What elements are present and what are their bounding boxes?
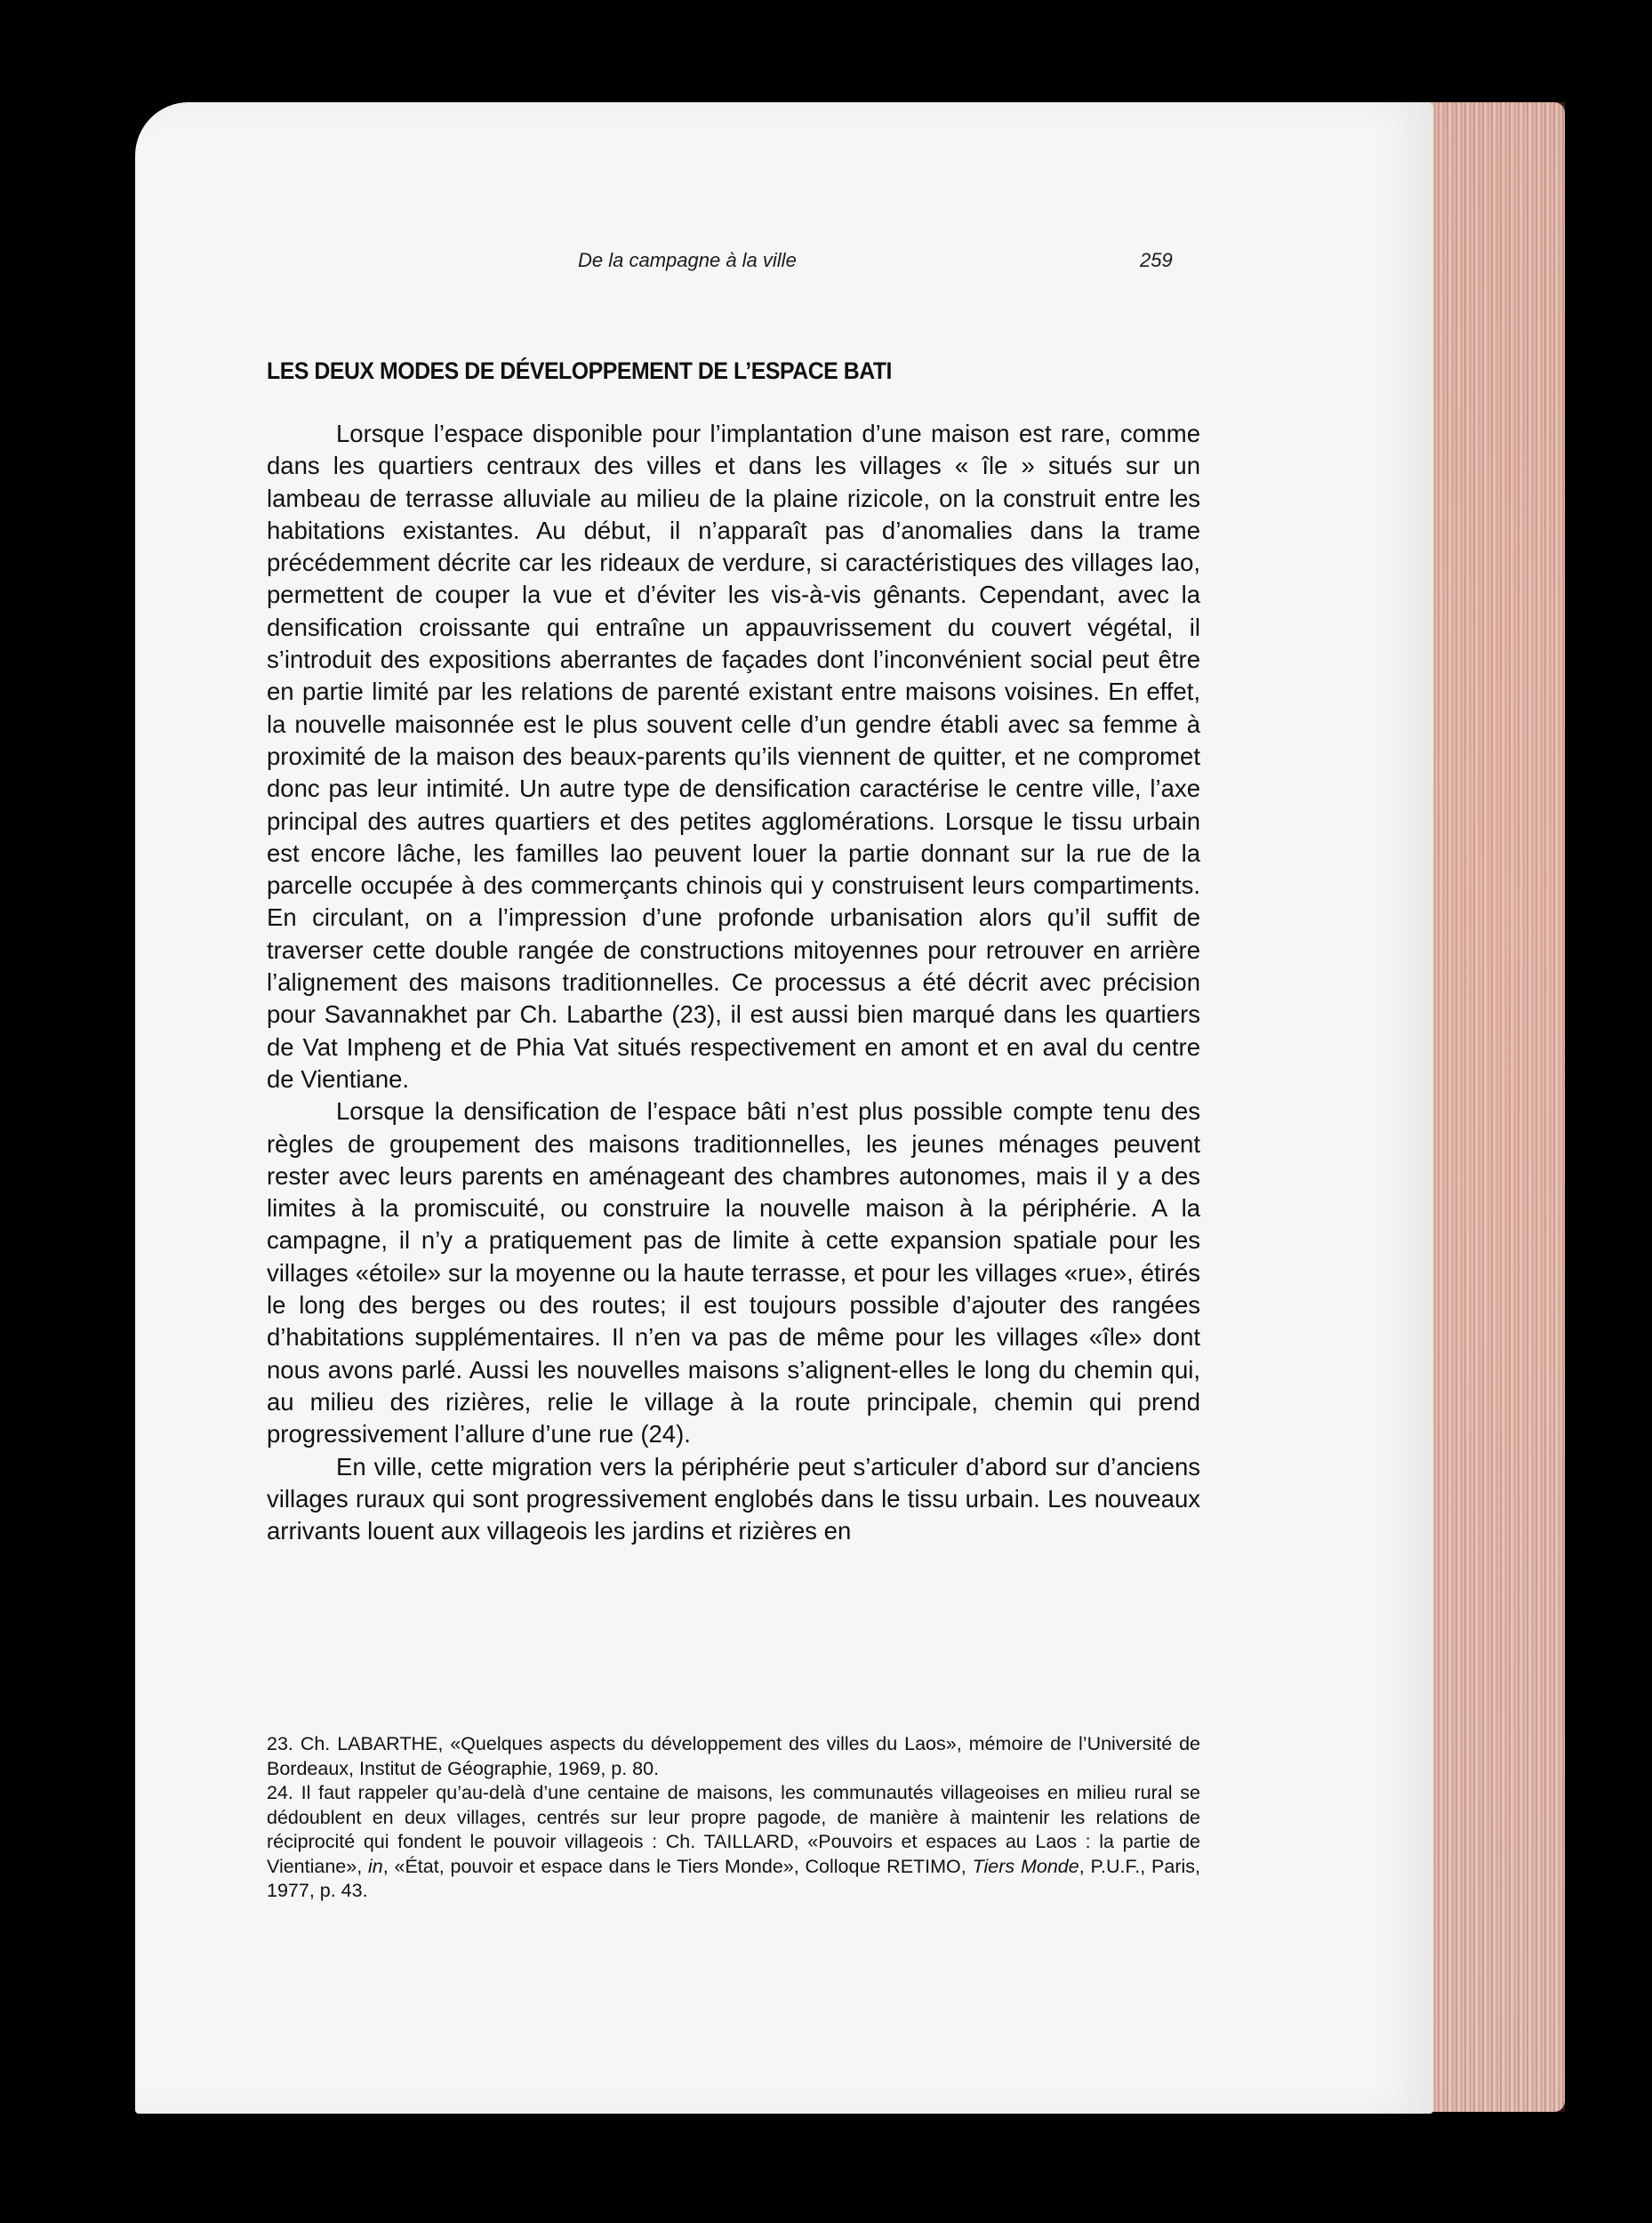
footnote-24 <box>267 1781 1200 1904</box>
body-text <box>267 418 1200 1547</box>
page-number: 259 <box>1140 249 1173 271</box>
paragraph: Lorsque l’espace disponible pour l’implantation d’une maison est rare, comme dans les quartiers centraux des villes et dans les villages « île » situés sur un lambeau de terrasse alluviale au milieu de la plaine rizicole, on la construit entre les habitations existantes. Au début, il n’apparaît pas d’anomalies dans la trame précédemment décrite car les rideaux de verdure, si caractéristiques des villages lao, permettent de couper la vue et d’éviter les vis-à-vis gênants. Cependant, avec la densification croissante qui entraîne un appauvrissement du couvert végétal, il s’introduit des expositions aberrantes de façades dont l’inconvénient social peut être en partie limité par les relations de parenté existant entre maisons voisines. En effet, la nouvelle maisonnée est le plus souvent celle d’un gendre établi avec sa femme à proximité de la maison des beaux-parents qu’ils viennent de quitter, et ne compromet donc pas leur intimité. Un autre type de densification caractérise le centre ville, l’axe principal des autres quartiers et des petites agglomérations. Lorsque le tissu urbain est encore lâche, les familles lao peuvent louer la partie donnant sur la rue de la parcelle occupée à des commerçants chinois qui y construisent leurs compartiments. En circulant, on a l’impression d’une profonde urbanisation alors qu’il suffit de traverser cette double rangée de constructions mitoyennes pour retrouver en arrière l’alignement des maisons traditionnelles. Ce processus a été décrit avec précision pour Savannakhet par Ch. Labarthe (23), il est aussi bien marqué dans les quartiers de Vat Impheng et de Phia Vat situés respectivement en amont et en aval du centre de Vientiane. <box>267 420 1200 1093</box>
footnote-23: 23. Ch. LABARTHE, «Quelques aspects du développement des villes du Laos», mémoire de l’Université de Bordeaux, Institut de Géographie, 1969, p. 80. <box>267 1733 1200 1779</box>
section-heading: LES DEUX MODES DE DÉVELOPPEMENT DE L’ESPACE BATI <box>267 357 892 384</box>
footnote-24-in: in <box>368 1855 383 1877</box>
paragraph: En ville, cette migration vers la périphérie peut s’articuler d’abord sur d’anciens villages ruraux qui sont progressivement englobés dans le tissu urbain. Les nouveaux arrivants louent aux villageois les jardins et rizières en <box>267 1452 1200 1545</box>
running-title: De la campagne à la ville <box>578 249 797 271</box>
footnote-24-text-2: , «État, pouvoir et espace dans le Tiers Monde», Colloque RETIMO, <box>382 1855 973 1877</box>
footnotes <box>267 1732 1200 1904</box>
paragraph: Lorsque la densification de l’espace bâti n’est plus possible compte tenu des règles de groupement des maisons traditionnelles, les jeunes ménages peuvent rester avec leurs parents en aménageant des chambres autonomes, mais il y a des limites à la promiscuité, ou construire la nouvelle maison à la périphérie. A la campagne, il n’y a pratiquement pas de limite à cette expansion spatiale pour les villages «étoile» sur la moyenne ou la haute terrasse, et pour les villages «rue», étirés le long des berges ou des routes; il est toujours possible d’ajouter des rangées d’habitations supplémentaires. Il n’en va pas de même pour les villages «île» dont nous avons parlé. Aussi les nouvelles maisons s’alignent-elles le long du chemin qui, au milieu des rizières, relie le village à la route principale, chemin qui prend progressivement l’allure d’une rue (24). <box>267 1097 1200 1449</box>
footnote-24-text: 24. Il faut rappeler qu’au-delà d’une centaine de maisons, les communautés villageoises en milieu rural se dédoublent en deux villages, centrés sur leur propre pagode, de manière à maintenir les relations de réciprocité qui fondent le pouvoir villageois : Ch. TAILLARD, «Pouvoirs et espaces au Laos : la partie de Vientiane», <box>267 1782 1200 1877</box>
footnote-24-text-3: , P.U.F., Paris, 1977, p. 43. <box>267 1855 1200 1901</box>
footnote-24-journal: Tiers Monde <box>972 1855 1079 1877</box>
page-edges <box>1414 102 1565 2112</box>
